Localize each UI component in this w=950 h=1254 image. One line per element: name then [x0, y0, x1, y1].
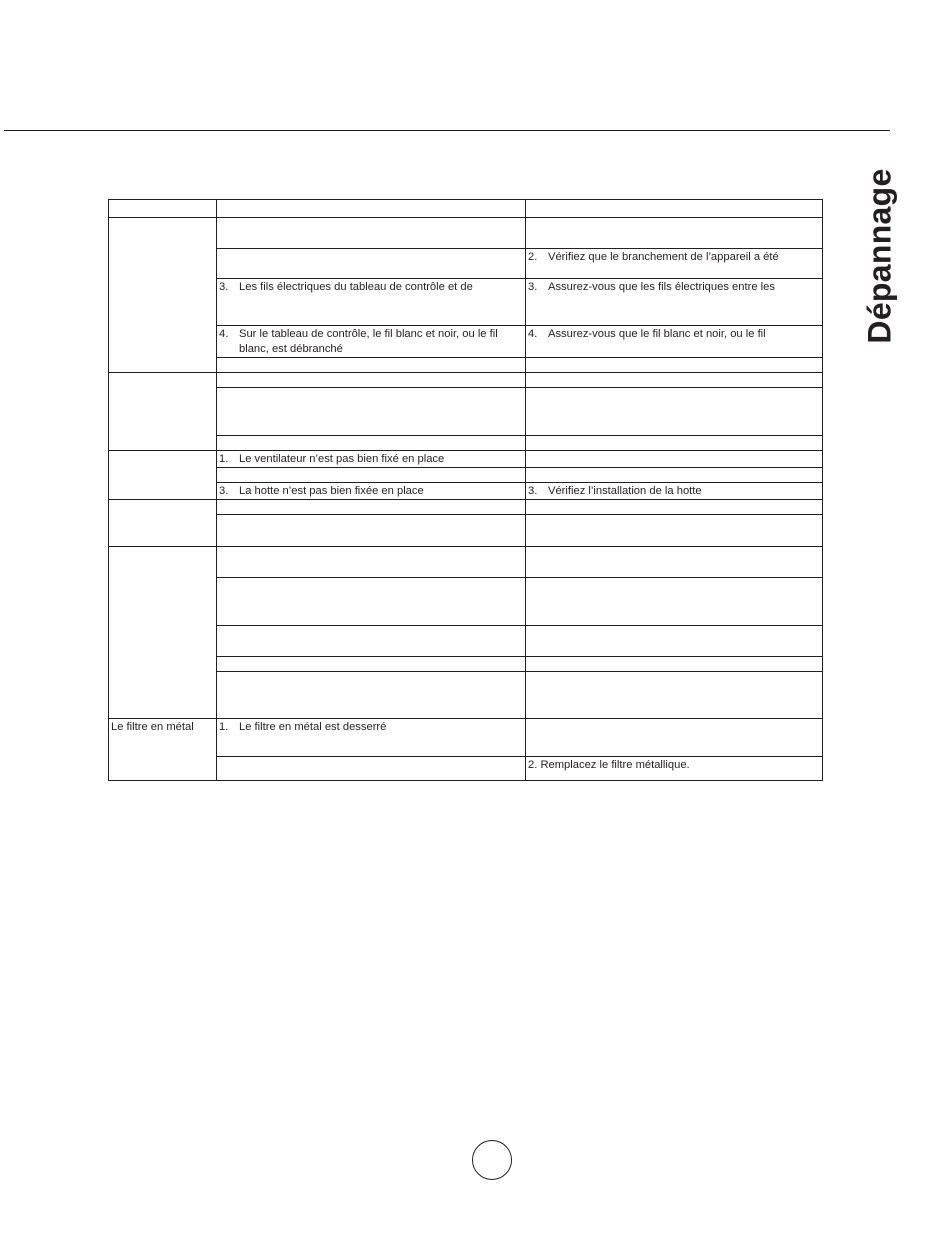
table-row — [109, 578, 823, 626]
section-title-text: Dépannage — [861, 168, 898, 344]
solution-cell — [526, 672, 823, 719]
solution-cell — [526, 388, 823, 436]
table-row — [109, 547, 823, 578]
table-row — [109, 388, 823, 436]
solution-cell — [526, 326, 823, 358]
troubleshooting-table — [108, 199, 823, 781]
cause-cell — [217, 483, 526, 500]
cause-cell — [217, 358, 526, 373]
cause-text: Le filtre en métal est desserré — [239, 721, 387, 733]
solution-cell — [526, 358, 823, 373]
solution-cell — [526, 757, 823, 781]
solution-text: 2. Remplacez le filtre métallique. — [528, 759, 690, 771]
header-rule — [4, 130, 890, 131]
table-row — [109, 719, 823, 757]
cause-text: Sur le tableau de contrôle, le fil blanc et noir, ou le fil blanc, est débranché — [239, 328, 498, 355]
cause-text: La hotte n’est pas bien fixée en place — [239, 485, 424, 497]
table-row — [109, 436, 823, 451]
solution-text: Assurez-vous que les fils électriques entre les — [548, 281, 775, 293]
problem-cell — [109, 373, 217, 451]
cause-cell — [217, 249, 526, 279]
cause-cell — [217, 388, 526, 436]
cause-cell — [217, 218, 526, 249]
cause-text: Le ventilateur n’est pas bien fixé en place — [239, 453, 445, 465]
table-header-row — [109, 200, 823, 218]
table-row — [109, 626, 823, 657]
solution-cell — [526, 657, 823, 672]
table-row — [109, 326, 823, 358]
section-side-title — [848, 170, 912, 342]
table-row — [109, 757, 823, 781]
cause-cell — [217, 672, 526, 719]
cause-number: 3. — [219, 485, 229, 497]
table-row — [109, 500, 823, 515]
solution-cell — [526, 547, 823, 578]
solution-cell — [526, 218, 823, 249]
cause-cell — [217, 578, 526, 626]
solution-cell — [526, 719, 823, 757]
solution-text: Vérifiez l’installation de la hotte — [548, 485, 702, 497]
table-row — [109, 468, 823, 483]
cause-number: 4. — [219, 328, 229, 340]
table-row — [109, 218, 823, 249]
cause-cell — [217, 451, 526, 468]
cause-cell — [217, 326, 526, 358]
header-cell-cause — [217, 200, 526, 218]
cause-cell — [217, 547, 526, 578]
problem-cell — [109, 719, 217, 781]
table-row — [109, 515, 823, 547]
solution-text: Assurez-vous que le fil blanc et noir, ou le fil — [548, 328, 766, 340]
solution-cell — [526, 468, 823, 483]
table-row — [109, 358, 823, 373]
solution-cell — [526, 483, 823, 500]
table-row — [109, 451, 823, 468]
cause-cell — [217, 626, 526, 657]
cause-cell — [217, 500, 526, 515]
cause-cell — [217, 719, 526, 757]
table-row — [109, 249, 823, 279]
problem-cell — [109, 218, 217, 373]
problem-cell — [109, 547, 217, 719]
table-row — [109, 657, 823, 672]
cause-number: 1. — [219, 453, 229, 465]
solution-cell — [526, 279, 823, 326]
solution-cell — [526, 578, 823, 626]
solution-cell — [526, 451, 823, 468]
cause-cell — [217, 436, 526, 451]
cause-number: 3. — [219, 281, 229, 293]
solution-number: 4. — [528, 328, 538, 340]
solution-cell — [526, 249, 823, 279]
solution-number: 2. — [528, 251, 538, 263]
solution-cell — [526, 500, 823, 515]
cause-number: 1. — [219, 721, 229, 733]
cause-cell — [217, 657, 526, 672]
header-cell-problem — [109, 200, 217, 218]
solution-number: 3. — [528, 281, 538, 293]
problem-cell — [109, 451, 217, 500]
header-cell-solution — [526, 200, 823, 218]
problem-text: Le filtre en métal — [111, 721, 194, 733]
table-row — [109, 483, 823, 500]
table-row — [109, 672, 823, 719]
solution-text: Vérifiez que le branchement de l’appareil a été — [548, 251, 779, 263]
solution-cell — [526, 515, 823, 547]
cause-cell — [217, 468, 526, 483]
cause-cell — [217, 279, 526, 326]
cause-cell — [217, 373, 526, 388]
solution-cell — [526, 373, 823, 388]
table-row — [109, 373, 823, 388]
solution-cell — [526, 436, 823, 451]
cause-cell — [217, 757, 526, 781]
cause-text: Les fils électriques du tableau de contrôle et de — [239, 281, 473, 293]
page-number-circle — [472, 1140, 512, 1180]
solution-cell — [526, 626, 823, 657]
cause-cell — [217, 515, 526, 547]
solution-number: 3. — [528, 485, 538, 497]
problem-cell — [109, 500, 217, 547]
table-row — [109, 279, 823, 326]
